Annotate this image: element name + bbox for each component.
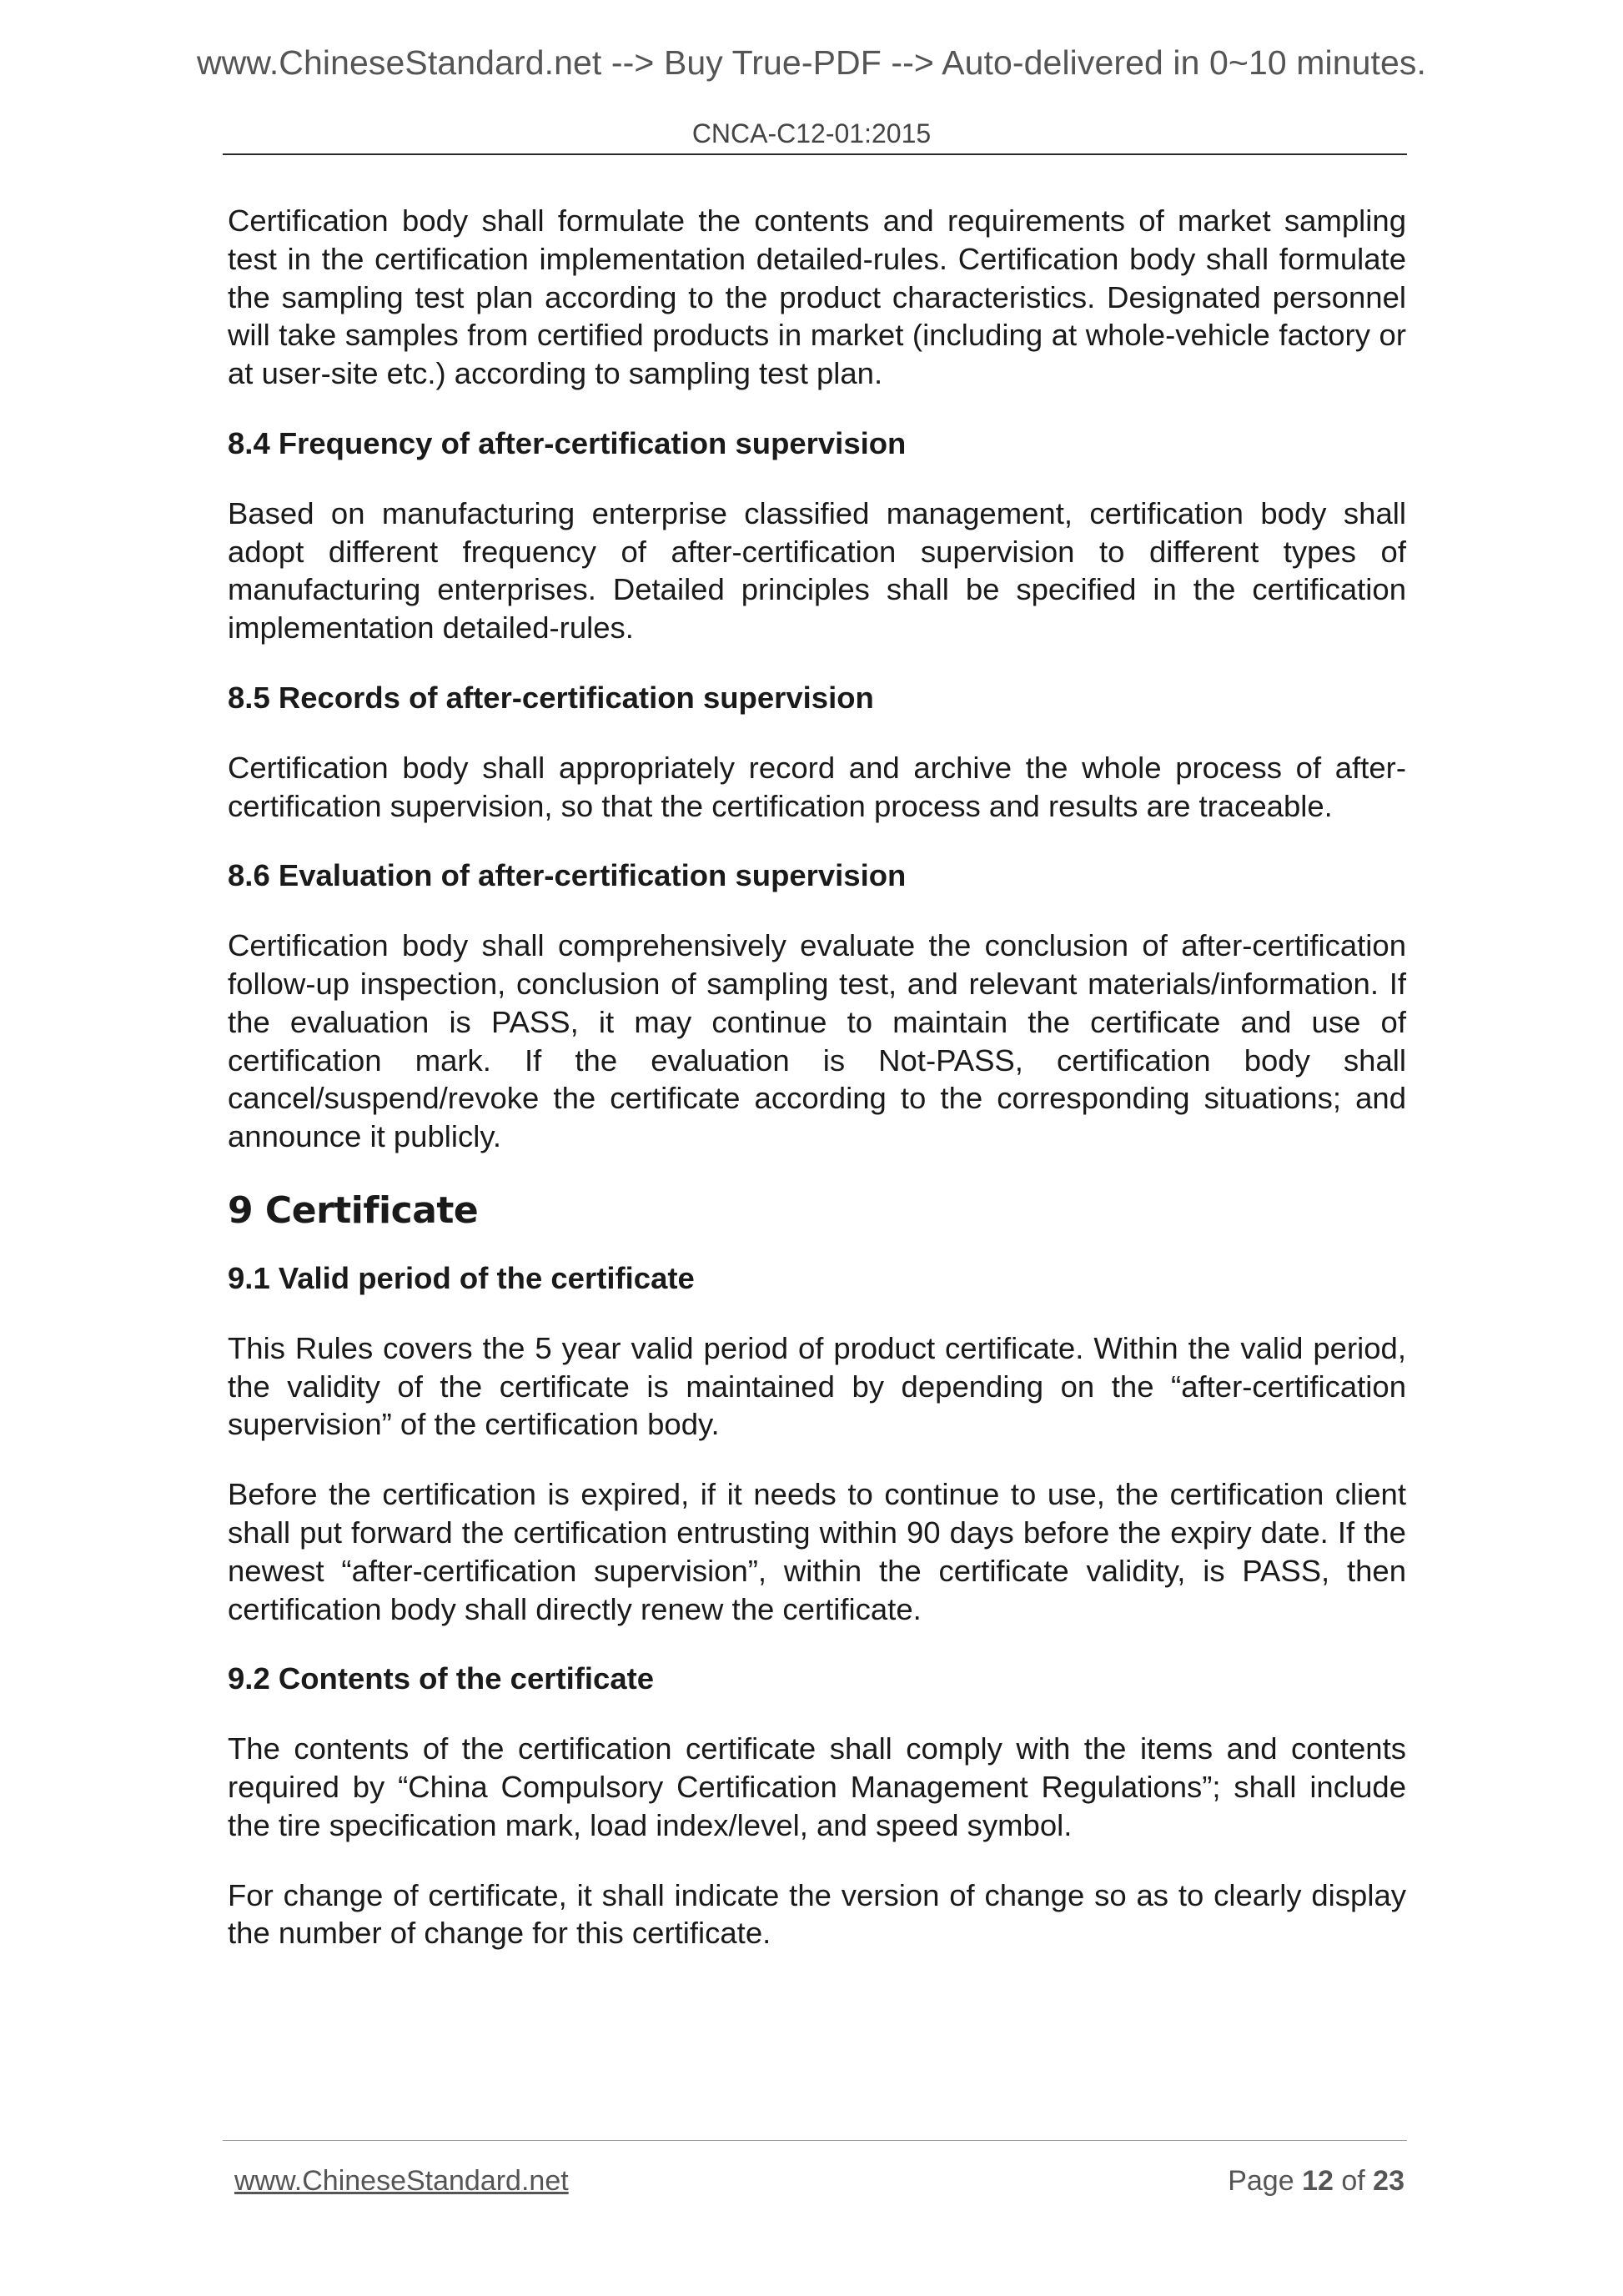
header-divider [223,153,1407,155]
footer-website-link[interactable]: www.ChineseStandard.net [234,2165,569,2197]
page-content [228,202,1406,1984]
paragraph-market-sampling: Certification body shall formulate the contents and requirements of market sampling test in the certification implementation detailed-rules. Certification body shall formulate the sampling test plan according to the product characteristics. Designated personnel will take samples from certified products in market (including at whole-vehicle factory or at user-site etc.) according to sampling test plan. [228,203,1406,391]
heading-9-2: 9.2 Contents of the certificate [228,1661,655,1696]
paragraph-9-2-a: The contents of the certification certificate shall comply with the items and contents required by “China Compulsory Certification Management Regulations”; shall include the tire specification mark, load index/level, and speed symbol. [228,1731,1406,1842]
page-prefix: Page [1228,2165,1294,2197]
page-total: 23 [1373,2165,1404,2197]
heading-8-5: 8.5 Records of after-certification supervision [228,680,874,715]
page-current: 12 [1302,2165,1334,2197]
paragraph-9-2-b: For change of certificate, it shall indicate the version of change so as to clearly display the number of change for this certificate. [228,1877,1406,1951]
top-banner: www.ChineseStandard.net --> Buy True-PDF --> Auto-delivered in 0~10 minutes. [196,43,1427,82]
heading-9-1: 9.1 Valid period of the certificate [228,1260,695,1295]
paragraph-9-1-a: This Rules covers the 5 year valid period of product certificate. Within the valid period, the validity of the certificate is maintained by depending on the “after-certification supervision” of the certification body. [228,1330,1406,1442]
document-code: CNCA-C12-01:2015 [691,118,932,148]
page-number [1228,2165,1404,2198]
page-of: of [1341,2165,1365,2197]
footer-divider [223,2140,1407,2141]
paragraph-9-1-b: Before the certification is expired, if it needs to continue to use, the certification client shall put forward the certification entrusting within 90 days before the expiry date. If the newest “after-certification supervision”, within the certificate validity, is PASS, then certification body shall directly renew the certificate. [228,1477,1406,1626]
paragraph-8-5: Certification body shall appropriately record and archive the whole process of after-certification supervision, so that the certification process and results are traceable. [228,750,1406,823]
section-heading-9: 9 Certificate [228,1188,479,1232]
paragraph-8-6: Certification body shall comprehensively evaluate the conclusion of after-certification follow-up inspection, conclusion of sampling test, and relevant materials/information. If the evaluation is PASS, it may continue to maintain the certificate and use of certification mark. If the evaluation is Not-PASS, certification body shall cancel/suspend/revoke the certificate according to the corresponding situations; and announce it publicly. [228,928,1406,1154]
paragraph-8-4: Based on manufacturing enterprise classified management, certification body shall adopt different frequency of after-certification supervision to different types of manufacturing enterprises. Detailed principles shall be specified in the certification implementation detailed-rules. [228,495,1406,646]
heading-8-4: 8.4 Frequency of after-certification supervision [228,425,907,460]
heading-8-6: 8.6 Evaluation of after-certification supervision [228,858,907,893]
